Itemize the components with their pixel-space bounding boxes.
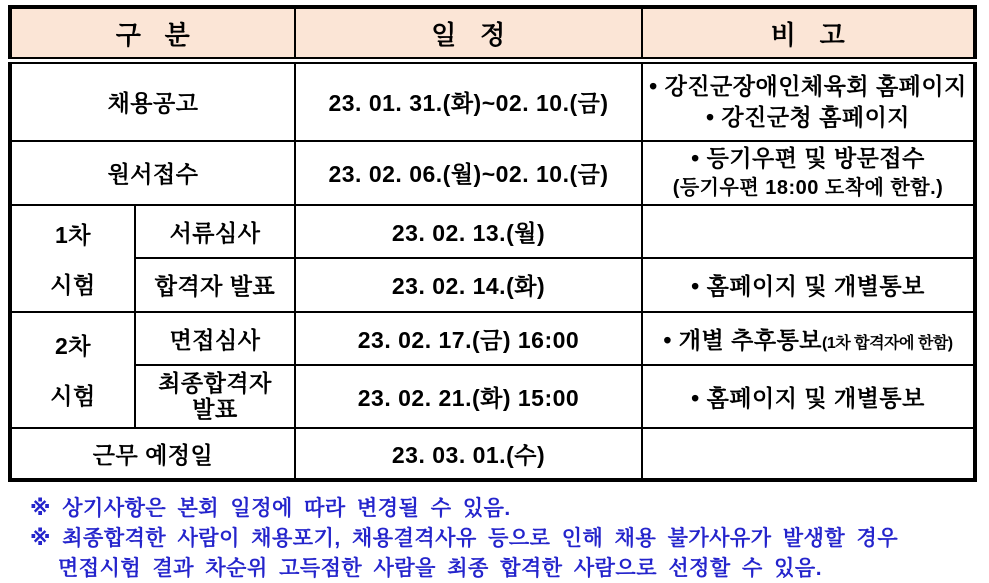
note-main: • 개별 추후통보 — [663, 326, 822, 353]
cell-category-pass-announce1: 합격자 발표 — [135, 258, 295, 312]
final-pass-line1: 최종합격자 — [158, 369, 272, 396]
table-row-doc-review — [10, 205, 975, 258]
cell-note-interview — [642, 312, 975, 365]
exam1-line2: 시험 — [50, 271, 96, 298]
schedule-table — [8, 5, 977, 482]
table-row-work-start — [10, 428, 975, 480]
footnote-line-3: 면접시험 결과 차순위 고득점한 사람을 최종 합격한 사람으로 선정할 수 있음. — [58, 557, 823, 581]
table-row-pass-announce1 — [10, 258, 975, 312]
exam2-line2: 시험 — [50, 383, 96, 409]
note-line: • 등기우편 및 방문접수 — [691, 145, 925, 172]
cell-category-application: 원서접수 — [10, 141, 295, 205]
exam1-line1: 1차 — [54, 221, 91, 248]
cell-category-interview: 면접심사 — [135, 312, 295, 365]
note-small: (1차 합격자에 한함) — [822, 334, 953, 352]
note-line: • 강진군장애인체육회 홈페이지 — [649, 72, 967, 99]
table-row-final-pass — [10, 365, 975, 428]
cell-schedule-final-pass: 23. 02. 21.(화) 15:00 — [295, 365, 642, 428]
table-row-application — [10, 141, 975, 205]
cell-note-final-pass: • 홈페이지 및 개별통보 — [642, 365, 975, 428]
cell-note-application — [642, 141, 975, 205]
cell-note-pass-announce1: • 홈페이지 및 개별통보 — [642, 258, 975, 312]
cell-schedule-doc-review: 23. 02. 13.(월) — [295, 205, 642, 258]
exam2-group-label — [12, 320, 134, 420]
cell-group-exam1 — [10, 205, 135, 312]
exam2-line1: 2차 — [54, 333, 91, 359]
cell-note-announcement — [642, 61, 975, 141]
cell-note-doc-review — [642, 205, 975, 258]
footnote-line-2: ※ 최종합격한 사람이 채용포기, 채용결격사유 등으로 인해 채용 불가사유가 발생할 경우 — [30, 526, 899, 550]
cell-schedule-work-start: 23. 03. 01.(수) — [295, 428, 642, 480]
header-category: 구 분 — [10, 7, 295, 61]
note-line: (등기우편 18:00 도착에 한함.) — [672, 176, 944, 199]
cell-category-final-pass — [135, 365, 295, 428]
cell-group-exam2 — [10, 312, 135, 428]
table-row-announcement — [10, 61, 975, 141]
cell-schedule-application: 23. 02. 06.(월)~02. 10.(금) — [295, 141, 642, 205]
header-note: 비 고 — [642, 7, 975, 61]
cell-schedule-interview: 23. 02. 17.(금) 16:00 — [295, 312, 642, 365]
footnotes — [30, 494, 981, 583]
cell-category-announcement: 채용공고 — [10, 61, 295, 141]
table-row-interview — [10, 312, 975, 365]
cell-schedule-announcement: 23. 01. 31.(화)~02. 10.(금) — [295, 61, 642, 141]
final-pass-line2: 발표 — [192, 396, 238, 422]
cell-note-work-start — [642, 428, 975, 480]
table-header-row — [10, 7, 975, 61]
header-schedule: 일 정 — [295, 7, 642, 61]
cell-category-work-start: 근무 예정일 — [10, 428, 295, 480]
cell-schedule-pass-announce1: 23. 02. 14.(화) — [295, 258, 642, 312]
note-line: • 강진군청 홈페이지 — [705, 103, 911, 130]
exam1-group-label — [12, 208, 134, 308]
footnote-line-1: ※ 상기사항은 본회 일정에 따라 변경될 수 있음. — [30, 496, 511, 520]
cell-category-doc-review: 서류심사 — [135, 205, 295, 258]
